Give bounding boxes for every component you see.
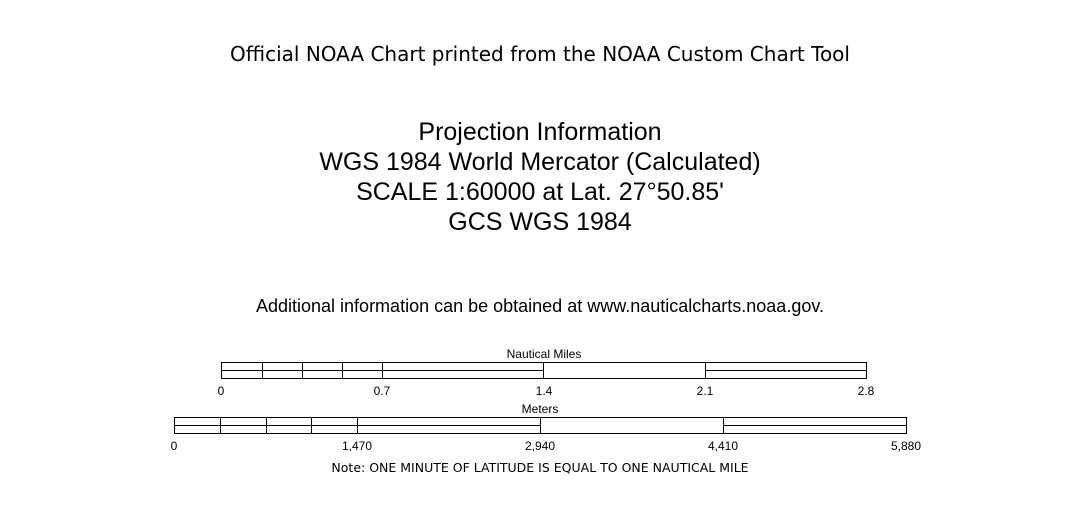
projection-name: WGS 1984 World Mercator (Calculated) (319, 148, 761, 176)
chart-header-title: Official NOAA Chart printed from the NOAA Custom Chart Tool (230, 42, 850, 66)
meters-scalebar (175, 418, 907, 434)
additional-info-text: Additional information can be obtained at www.nauticalcharts.noaa.gov. (255, 296, 825, 316)
nautical-tick-0: 0 (217, 384, 225, 398)
meters-tick-2: 2,940 (524, 439, 556, 453)
nautical-tick-1: 0.7 (373, 384, 391, 398)
projection-gcs: GCS WGS 1984 (448, 208, 632, 236)
projection-heading: Projection Information (418, 118, 662, 146)
nautical-miles-scalebar (222, 363, 867, 379)
nautical-tick-3: 2.1 (696, 384, 714, 398)
meters-label: Meters (521, 402, 559, 416)
latitude-note: Note: ONE MINUTE OF LATITUDE IS EQUAL TO ONE NAUTICAL MILE (331, 460, 749, 475)
projection-scale: SCALE 1:60000 at Lat. 27°50.85' (356, 178, 724, 206)
nautical-tick-4: 2.8 (857, 384, 875, 398)
meters-tick-3: 4,410 (707, 439, 739, 453)
meters-tick-0: 0 (170, 439, 178, 453)
nautical-miles-label: Nautical Miles (506, 347, 582, 361)
nautical-tick-2: 1.4 (535, 384, 553, 398)
meters-tick-4: 5,880 (890, 439, 922, 453)
meters-tick-1: 1,470 (341, 439, 373, 453)
